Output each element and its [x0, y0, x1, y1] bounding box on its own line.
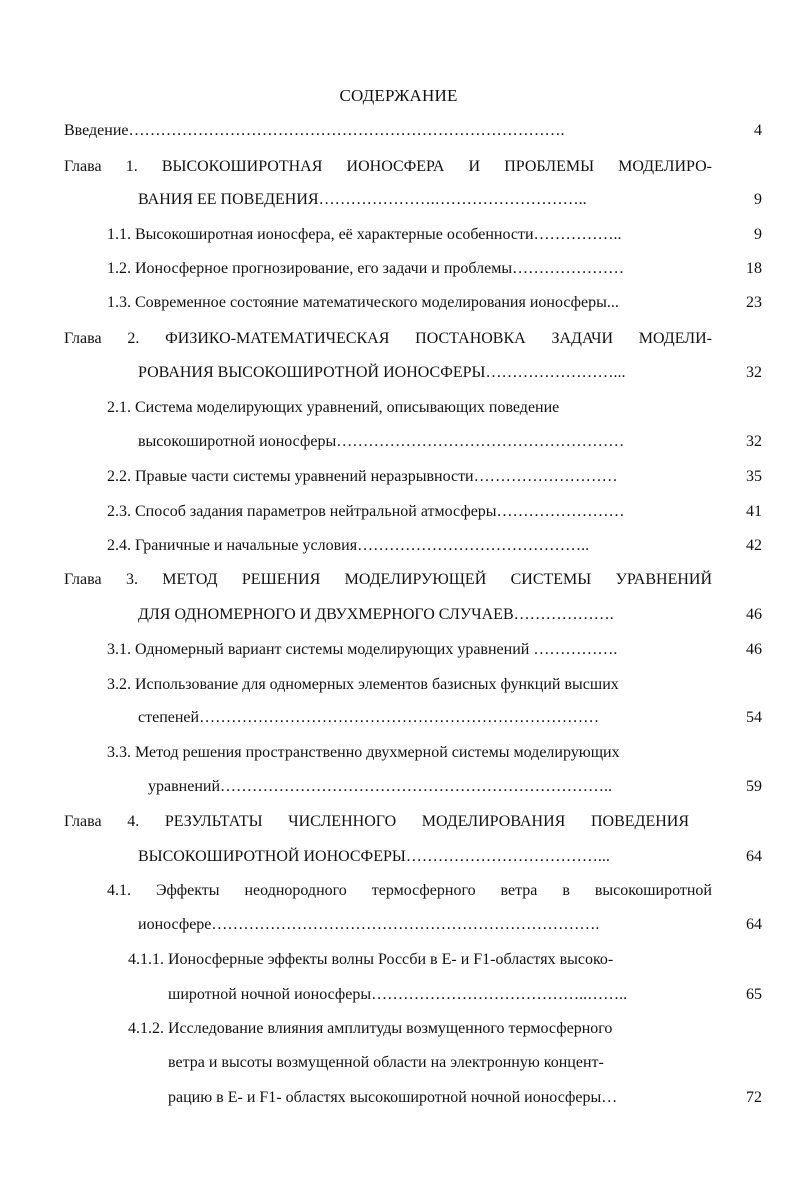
toc-entry-text: РОВАНИЯ ВЫСОКОШИРОТНОЙ ИОНОСФЕРЫ [138, 364, 486, 381]
toc-entry-text: 1.2. Ионосферное прогнозирование, его задачи и проблемы [107, 260, 513, 277]
toc-page-number: 64 [746, 848, 762, 865]
toc-leader-dots: ………………. [513, 606, 614, 623]
toc-entry-text: Введение [64, 122, 129, 139]
toc-section-1-2[interactable] [107, 258, 712, 280]
toc-leader-dots: ……………. [529, 641, 618, 658]
toc-section-1-1[interactable] [107, 224, 712, 246]
toc-leader-dots: …………………………………….. [357, 537, 590, 554]
toc-chapter-4-line-2[interactable] [138, 846, 712, 868]
toc-chapter-3-line-1[interactable]: Глава 3. МЕТОД РЕШЕНИЯ МОДЕЛИРУЮЩЕЙ СИСТЕМЫ УРАВНЕНИЙ [64, 571, 712, 588]
toc-chapter-2-line-1[interactable]: Глава 2. ФИЗИКО-МАТЕМАТИЧЕСКАЯ ПОСТАНОВКА ЗАДАЧИ МОДЕЛИ- [64, 330, 712, 347]
toc-leader-dots: ……………………………………………………………….. [220, 778, 613, 795]
toc-section-2-3[interactable] [107, 501, 712, 523]
toc-entry-text: уравнений [148, 778, 221, 795]
toc-leader-dots: ………………………………………………………………… [199, 709, 600, 726]
toc-page-number: 32 [746, 364, 762, 381]
toc-entry-text: ДЛЯ ОДНОМЕРНОГО И ДВУХМЕРНОГО СЛУЧАЕВ [138, 606, 514, 623]
toc-section-4-1-2-line-2[interactable]: ветра и высоты возмущенной области на электронную концент- [168, 1054, 604, 1071]
toc-page-number: 32 [746, 433, 762, 450]
toc-entry-text: ВЫСОКОШИРОТНОЙ ИОНОСФЕРЫ [138, 848, 406, 865]
toc-entry-text: широтной ночной ионосферы [168, 986, 372, 1003]
toc-entry-text: 3.1. Одномерный вариант системы моделирующих уравнений [107, 641, 530, 658]
toc-leader-dots: ………………… [512, 260, 625, 277]
toc-section-2-2[interactable] [107, 466, 712, 488]
toc-section-4-1-2-line-1[interactable]: 4.1.2. Исследование влияния амплитуды возмущенного термосферного [128, 1020, 613, 1037]
toc-section-3-2-line-1[interactable]: 3.2. Использование для одномерных элементов базисных функций высших [107, 676, 619, 693]
toc-section-3-2-line-2[interactable] [138, 707, 712, 729]
toc-chapter-1-line-2[interactable] [138, 189, 712, 211]
toc-leader-dots: ……………………………………………… [336, 433, 625, 450]
toc-chapter-3-line-2[interactable] [138, 604, 712, 626]
toc-page-number: 35 [746, 468, 762, 485]
toc-entry-text: ионосфере [138, 916, 212, 933]
toc-page-number: 18 [746, 260, 762, 277]
toc-leader-dots: ………………….……………………….. [318, 191, 587, 208]
toc-entry-text: 2.2. Правые части системы уравнений неразрывности [107, 468, 474, 485]
toc-section-4-1-2-line-3[interactable]: рацию в Е- и F1- областях высокоширотной ночной ионосферы… [168, 1089, 618, 1106]
toc-entry-text: 2.3. Способ задания параметров нейтральной атмосферы [107, 503, 497, 520]
toc-section-4-1-1-line-1[interactable]: 4.1.1. Ионосферные эффекты волны Россби в Е- и F1-областях высоко- [128, 951, 614, 968]
toc-entry-text: высокоширотной ионосферы [138, 433, 337, 450]
toc-entry-text: степеней [138, 709, 200, 726]
toc-page-number: 9 [754, 191, 762, 208]
toc-page-number: 59 [746, 778, 762, 795]
toc-section-2-1-line-2[interactable] [138, 431, 712, 453]
toc-leader-dots: ………………………………………………………………………. [128, 122, 565, 139]
toc-entry-text: 2.4. Граничные и начальные условия [107, 537, 358, 554]
toc-page-number: 72 [746, 1089, 762, 1106]
toc-section-2-4[interactable] [107, 535, 712, 557]
toc-page-number: 23 [746, 294, 762, 311]
page-title: СОДЕРЖАНИЕ [339, 86, 458, 105]
toc-leader-dots: …………………… [496, 503, 625, 520]
toc-page-number: 41 [746, 503, 762, 520]
toc-entry-text: ВАНИЯ ЕЕ ПОВЕДЕНИЯ [138, 191, 319, 208]
toc-page-number: 64 [746, 916, 762, 933]
toc-section-4-1-line-1[interactable]: 4.1. Эффекты неоднородного термосферного ветра в высокоширотной [107, 882, 712, 899]
toc-page-number: 4 [754, 122, 762, 139]
toc-leader-dots: ………………………………………………………………. [211, 916, 600, 933]
toc-page-number: 65 [746, 986, 762, 1003]
toc-chapter-1-line-1[interactable]: Глава 1. ВЫСОКОШИРОТНАЯ ИОНОСФЕРА И ПРОБЛЕМЫ МОДЕЛИРО- [64, 158, 712, 175]
toc-chapter-4-line-1[interactable]: Глава 4. РЕЗУЛЬТАТЫ ЧИСЛЕННОГО МОДЕЛИРОВАНИЯ ПОВЕДЕНИЯ [64, 813, 689, 830]
toc-leader-dots: ……………………… [473, 468, 618, 485]
toc-leader-dots: ………………………………... [405, 848, 610, 865]
toc-entry-intro[interactable] [64, 120, 712, 142]
toc-section-3-3-line-1[interactable]: 3.3. Метод решения пространственно двухмерной системы моделирующих [107, 744, 620, 761]
toc-section-1-3[interactable]: 1.3. Современное состояние математического моделирования ионосферы... [107, 294, 619, 311]
toc-page-number: 54 [746, 709, 762, 726]
toc-chapter-2-line-2[interactable] [138, 362, 712, 384]
toc-page-number: 46 [746, 606, 762, 623]
toc-section-3-1[interactable] [107, 639, 712, 661]
toc-leader-dots: ……………………... [485, 364, 626, 381]
toc-section-4-1-line-2[interactable] [138, 914, 712, 936]
toc-page-number: 46 [746, 641, 762, 658]
toc-page-number: 9 [754, 226, 762, 243]
toc-entry-text: 1.1. Высокоширотная ионосфера, её характерные особенности [107, 226, 534, 243]
toc-section-3-3-line-2[interactable] [148, 776, 712, 798]
toc-leader-dots: …………….. [533, 226, 622, 243]
toc-section-4-1-1-line-2[interactable] [168, 984, 712, 1006]
toc-page-number: 42 [746, 537, 762, 554]
toc-leader-dots: …………………………………..…….. [371, 986, 628, 1003]
toc-section-2-1-line-1[interactable]: 2.1. Система моделирующих уравнений, описывающих поведение [107, 399, 560, 416]
